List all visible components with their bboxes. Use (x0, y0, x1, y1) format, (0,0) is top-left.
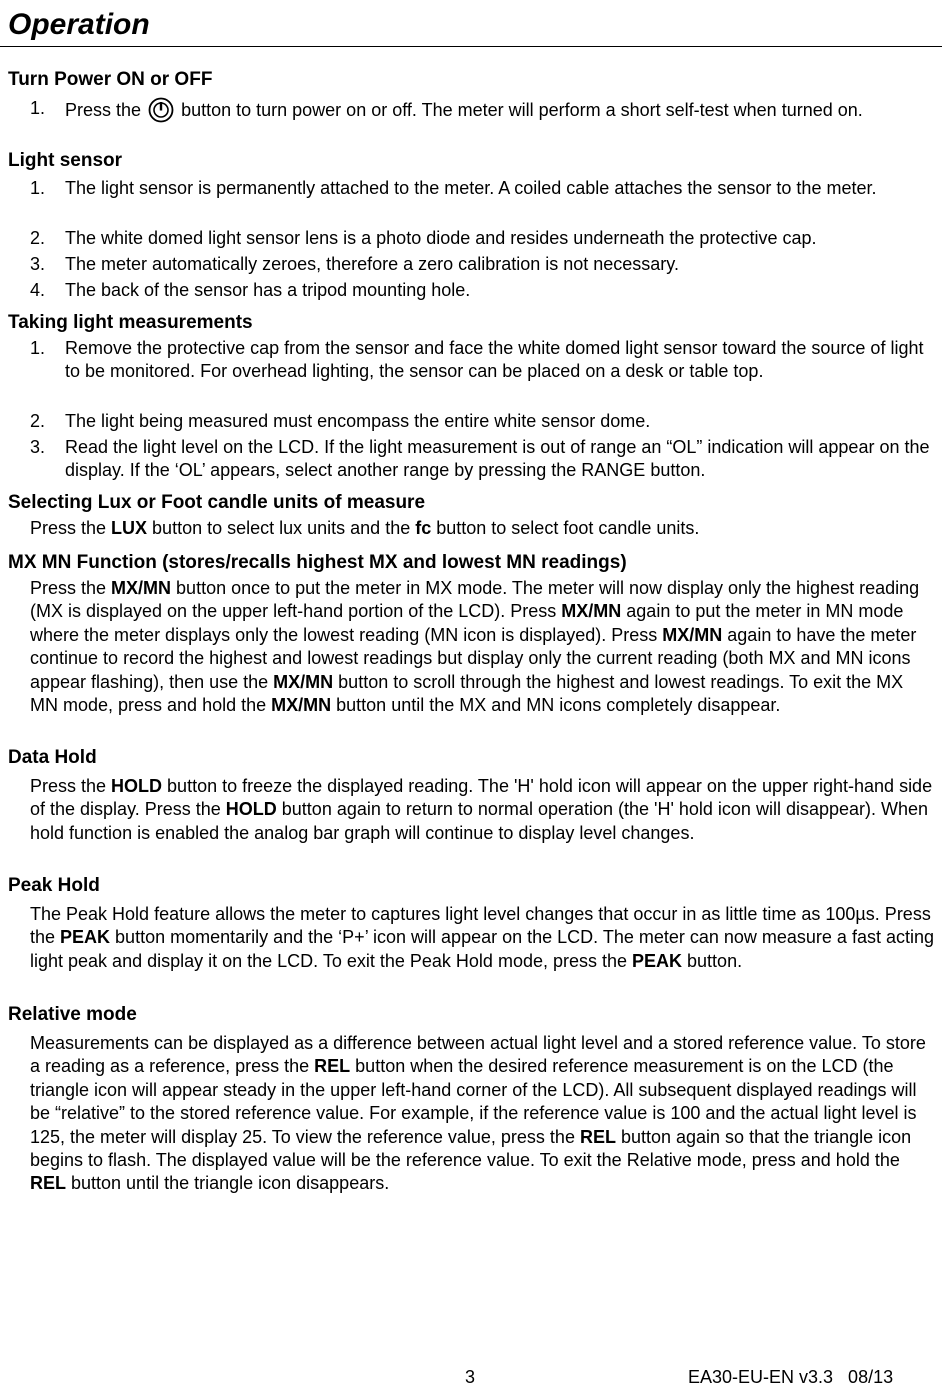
text-run: button again so that the triangle icon begins to flash. The displayed value will be the reference value. To exit the Relative mode, press and hold the (30, 1126, 912, 1171)
power-button-icon (148, 97, 174, 123)
mxmn-button-label: MX/MN (273, 671, 334, 692)
list-item (30, 227, 935, 250)
list-text: The back of the sensor has a tripod mounting hole. (65, 280, 471, 300)
list-item (30, 97, 935, 123)
text-run: again to have the meter continue to record the highest and lowest readings but display only the current reading (both MX and MN icons appear flashing), then use the (30, 624, 917, 692)
list-text: Press the (65, 100, 142, 120)
text-run: button until the triangle icon disappears. (66, 1173, 390, 1194)
peak-button-label: PEAK (632, 950, 683, 971)
rel-button-label: REL (579, 1126, 616, 1147)
paragraph-mxmn (30, 577, 935, 717)
list-number: 3. (30, 254, 46, 274)
text-run: The Peak Hold feature allows the meter to captures light level changes that occur in as little time as 100µs. Press the (30, 904, 931, 948)
list-text: The white domed light sensor lens is a photo diode and resides underneath the protective cap. (65, 228, 817, 248)
heading-mxmn: MX MN Function (stores/recalls highest MX and lowest MN readings) (8, 552, 627, 573)
lux-button-label: LUX (111, 518, 148, 538)
heading-relative-mode: Relative mode (8, 1004, 137, 1025)
list-number: 1. (30, 338, 46, 358)
list-item (30, 253, 935, 276)
page-title: Operation (8, 8, 150, 41)
list-number: 1. (30, 98, 46, 118)
list-text: The meter automatically zeroes, therefore a zero calibration is not necessary. (65, 254, 679, 274)
list-number: 2. (30, 411, 46, 431)
text-run: button to scroll through the highest and lowest readings. To exit the MX MN mode, press and hold the (30, 671, 904, 716)
text-run: again to put the meter in MN mode where the meter displays only the lowest reading (MN icon is displayed). Press (30, 601, 904, 645)
text-run: button to select foot candle units. (431, 518, 700, 538)
text-run: button again to return to normal operation (the 'H' hold icon will disappear). When hold function is enabled the analog bar graph will continue to display level changes. (30, 799, 929, 843)
list-item (30, 337, 935, 384)
heading-peak-hold: Peak Hold (8, 875, 100, 896)
text-run: Measurements can be displayed as a difference between actual light level and a stored reference value. To store a reading as a reference, press the (30, 1033, 926, 1077)
paragraph-data-hold (30, 775, 935, 845)
page-number: 3 (465, 1367, 476, 1387)
heading-power: Turn Power ON or OFF (8, 69, 213, 90)
peak-button-label: PEAK (60, 927, 111, 948)
text-run: button. (682, 950, 743, 971)
list-item (30, 279, 935, 302)
list-item (30, 410, 935, 433)
document-id: EA30-EU-EN v3.3 08/13 (688, 1367, 894, 1387)
text-run: Press the (30, 578, 112, 598)
list-number: 3. (30, 437, 46, 457)
rel-button-label: REL (314, 1056, 351, 1077)
paragraph-peak-hold (30, 903, 935, 973)
heading-units: Selecting Lux or Foot candle units of measure (8, 492, 426, 513)
heading-taking-measurements: Taking light measurements (8, 312, 253, 333)
hold-button-label: HOLD (111, 776, 163, 796)
text-run: Press the (30, 776, 112, 796)
text-run: button until the MX and MN icons completely disappear. (331, 695, 781, 716)
mxmn-button-label: MX/MN (561, 601, 622, 622)
rel-button-label: REL (30, 1173, 66, 1194)
mxmn-button-label: MX/MN (111, 578, 172, 598)
list-text: The light sensor is permanently attached to the meter. A coiled cable attaches the sensor to the meter. (65, 178, 877, 198)
list-text: The light being measured must encompass the entire white sensor dome. (65, 411, 651, 431)
title-divider (0, 46, 942, 47)
list-text: button to turn power on or off. The meter will perform a short self-test when turned on. (181, 100, 863, 120)
text-run: button to select lux units and the (147, 518, 416, 538)
hold-button-label: HOLD (225, 799, 277, 820)
text-run: button when the desired reference measurement is on the LCD (the triangle icon will appear steady in the upper left-hand corner of the LCD). All subsequent displayed readings will be “relative” to the stored reference value. For example, if the reference value is 100 and the actual light level is 125, the meter will display 25. To view the reference value, press the (30, 1056, 917, 1147)
text-run: button once to put the meter in MX mode. The meter will now display only the highest reading (MX is displayed on the upper left-hand portion of the LCD). Press (30, 578, 920, 622)
paragraph-units (30, 517, 935, 540)
text-run: Press the (30, 518, 112, 538)
heading-light-sensor: Light sensor (8, 150, 123, 171)
fc-button-label: fc (415, 518, 432, 538)
text-run: button momentarily and the ‘P+’ icon will appear on the LCD. The meter can now measure a fast acting light peak and display it on the LCD. To exit the Peak Hold mode, press the (30, 927, 934, 971)
list-item (30, 436, 935, 483)
list-number: 4. (30, 280, 46, 300)
paragraph-relative-mode (30, 1032, 935, 1196)
list-number: 2. (30, 228, 46, 248)
list-item (30, 177, 935, 200)
text-run: button to freeze the displayed reading. The 'H' hold icon will appear on the upper right-hand side of the display. Press the (30, 776, 933, 820)
list-text: Remove the protective cap from the sensor and face the white domed light sensor toward the source of light to be monitored. For overhead lighting, the sensor can be placed on a desk or table top. (65, 338, 924, 382)
mxmn-button-label: MX/MN (662, 624, 723, 645)
list-number: 1. (30, 178, 46, 198)
mxmn-button-label: MX/MN (271, 695, 332, 716)
heading-data-hold: Data Hold (8, 747, 97, 768)
list-text: Read the light level on the LCD. If the light measurement is out of range an “OL” indication will appear on the display. If the ‘OL’ appears, select another range by pressing the RANGE button. (65, 437, 930, 481)
